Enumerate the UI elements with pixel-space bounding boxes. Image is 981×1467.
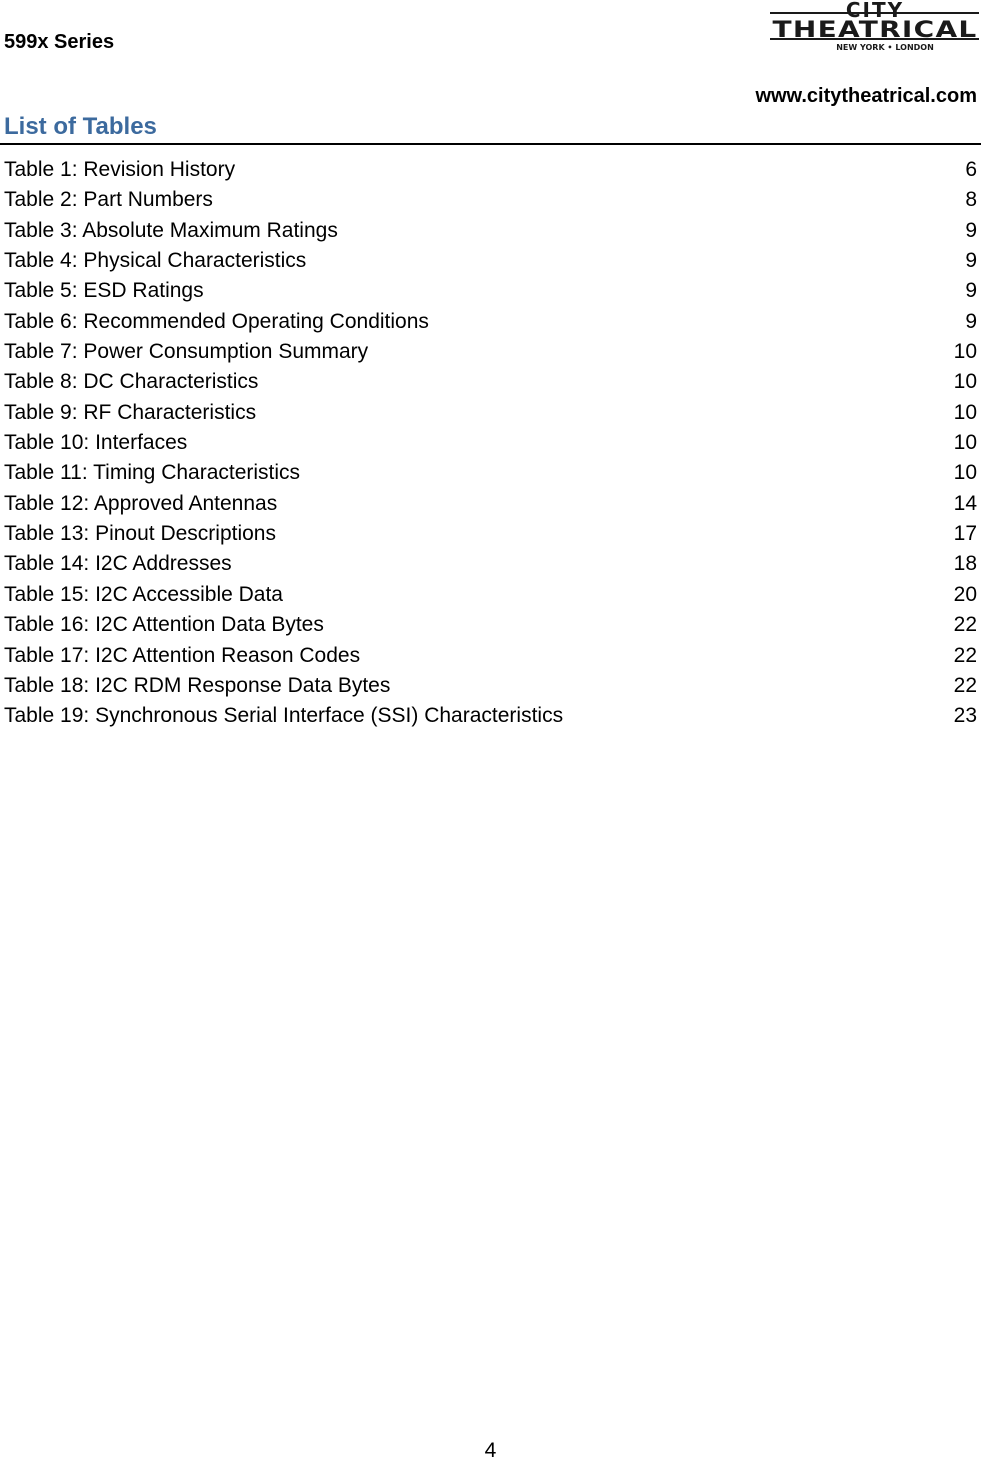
toc-entry[interactable] (4, 246, 977, 276)
toc-entry[interactable] (4, 671, 977, 701)
toc-entry-title: Table 14: I2C Addresses (4, 552, 232, 576)
toc-entry-page: 8 (965, 188, 977, 212)
toc-entry-page: 20 (953, 582, 977, 606)
toc-entry-title: Table 10: Interfaces (4, 431, 188, 455)
toc-entry-page: 22 (953, 613, 977, 637)
toc-entry[interactable] (4, 641, 977, 671)
toc-entry-page: 23 (953, 704, 977, 728)
toc-entry-page: 18 (953, 552, 977, 576)
toc-entry-title: Table 16: I2C Attention Data Bytes (4, 613, 324, 637)
toc-entry[interactable] (4, 337, 977, 367)
list-of-tables-heading: List of Tables (4, 113, 157, 140)
toc-entry[interactable] (4, 155, 977, 185)
toc-entry-page: 9 (965, 218, 977, 242)
toc-entry[interactable] (4, 610, 977, 640)
toc-entry-title: Table 15: I2C Accessible Data (4, 582, 283, 606)
toc-entry[interactable] (4, 701, 977, 731)
toc-entry-title: Table 2: Part Numbers (4, 188, 213, 212)
toc-entry-title: Table 5: ESD Ratings (4, 279, 204, 303)
toc-entry-title: Table 17: I2C Attention Reason Codes (4, 643, 361, 667)
toc-entry[interactable] (4, 580, 977, 610)
toc-entry[interactable] (4, 216, 977, 246)
logo-tagline-text: NEW YORK • LONDON (836, 43, 934, 52)
toc-entry-page: 10 (953, 370, 977, 394)
toc-entry-page: 10 (953, 400, 977, 424)
toc-entry-page: 9 (965, 309, 977, 333)
toc-entry[interactable] (4, 428, 977, 458)
toc-entry-title: Table 8: DC Characteristics (4, 370, 259, 394)
toc-entry-title: Table 18: I2C RDM Response Data Bytes (4, 673, 391, 697)
city-theatrical-logo (770, 0, 979, 54)
toc-entry-title: Table 4: Physical Characteristics (4, 249, 307, 273)
toc-entry-page: 10 (953, 340, 977, 364)
toc-entry[interactable] (4, 367, 977, 397)
toc-entry-title: Table 6: Recommended Operating Conditions (4, 309, 429, 333)
toc-entry-title: Table 1: Revision History (4, 158, 236, 181)
toc-entry-page: 22 (953, 643, 977, 667)
toc-entry-page: 9 (965, 249, 977, 273)
toc-entry-page: 6 (965, 158, 977, 181)
website-url[interactable]: www.citytheatrical.com (755, 85, 977, 107)
toc-entry[interactable] (4, 489, 977, 519)
logo-city-text: CITY (845, 0, 905, 22)
toc-entry-title: Table 12: Approved Antennas (4, 491, 278, 515)
toc-entry-title: Table 3: Absolute Maximum Ratings (4, 218, 338, 242)
heading-divider (0, 143, 981, 145)
toc-entry[interactable] (4, 185, 977, 215)
toc-entry-title: Table 11: Timing Characteristics (4, 461, 301, 485)
toc-entry-title: Table 9: RF Characteristics (4, 400, 257, 424)
table-of-tables-list (4, 155, 977, 732)
toc-entry-page: 9 (965, 279, 977, 303)
toc-entry-page: 14 (953, 491, 977, 515)
toc-entry[interactable] (4, 398, 977, 428)
toc-entry-title: Table 19: Synchronous Serial Interface (SSI) Characteristics (4, 704, 564, 728)
page-number: 4 (484, 1439, 497, 1462)
toc-entry[interactable] (4, 276, 977, 306)
toc-entry[interactable] (4, 307, 977, 337)
toc-entry-page: 10 (953, 431, 977, 455)
toc-entry-page: 22 (953, 673, 977, 697)
toc-entry-title: Table 7: Power Consumption Summary (4, 340, 369, 364)
series-title: 599x Series (4, 31, 115, 53)
toc-entry[interactable] (4, 549, 977, 579)
toc-entry[interactable] (4, 458, 977, 488)
toc-entry[interactable] (4, 519, 977, 549)
toc-entry-page: 17 (953, 522, 977, 546)
logo-theatrical-text: THEATRICAL (772, 18, 978, 43)
toc-entry-page: 10 (953, 461, 977, 485)
toc-entry-title: Table 13: Pinout Descriptions (4, 522, 276, 546)
